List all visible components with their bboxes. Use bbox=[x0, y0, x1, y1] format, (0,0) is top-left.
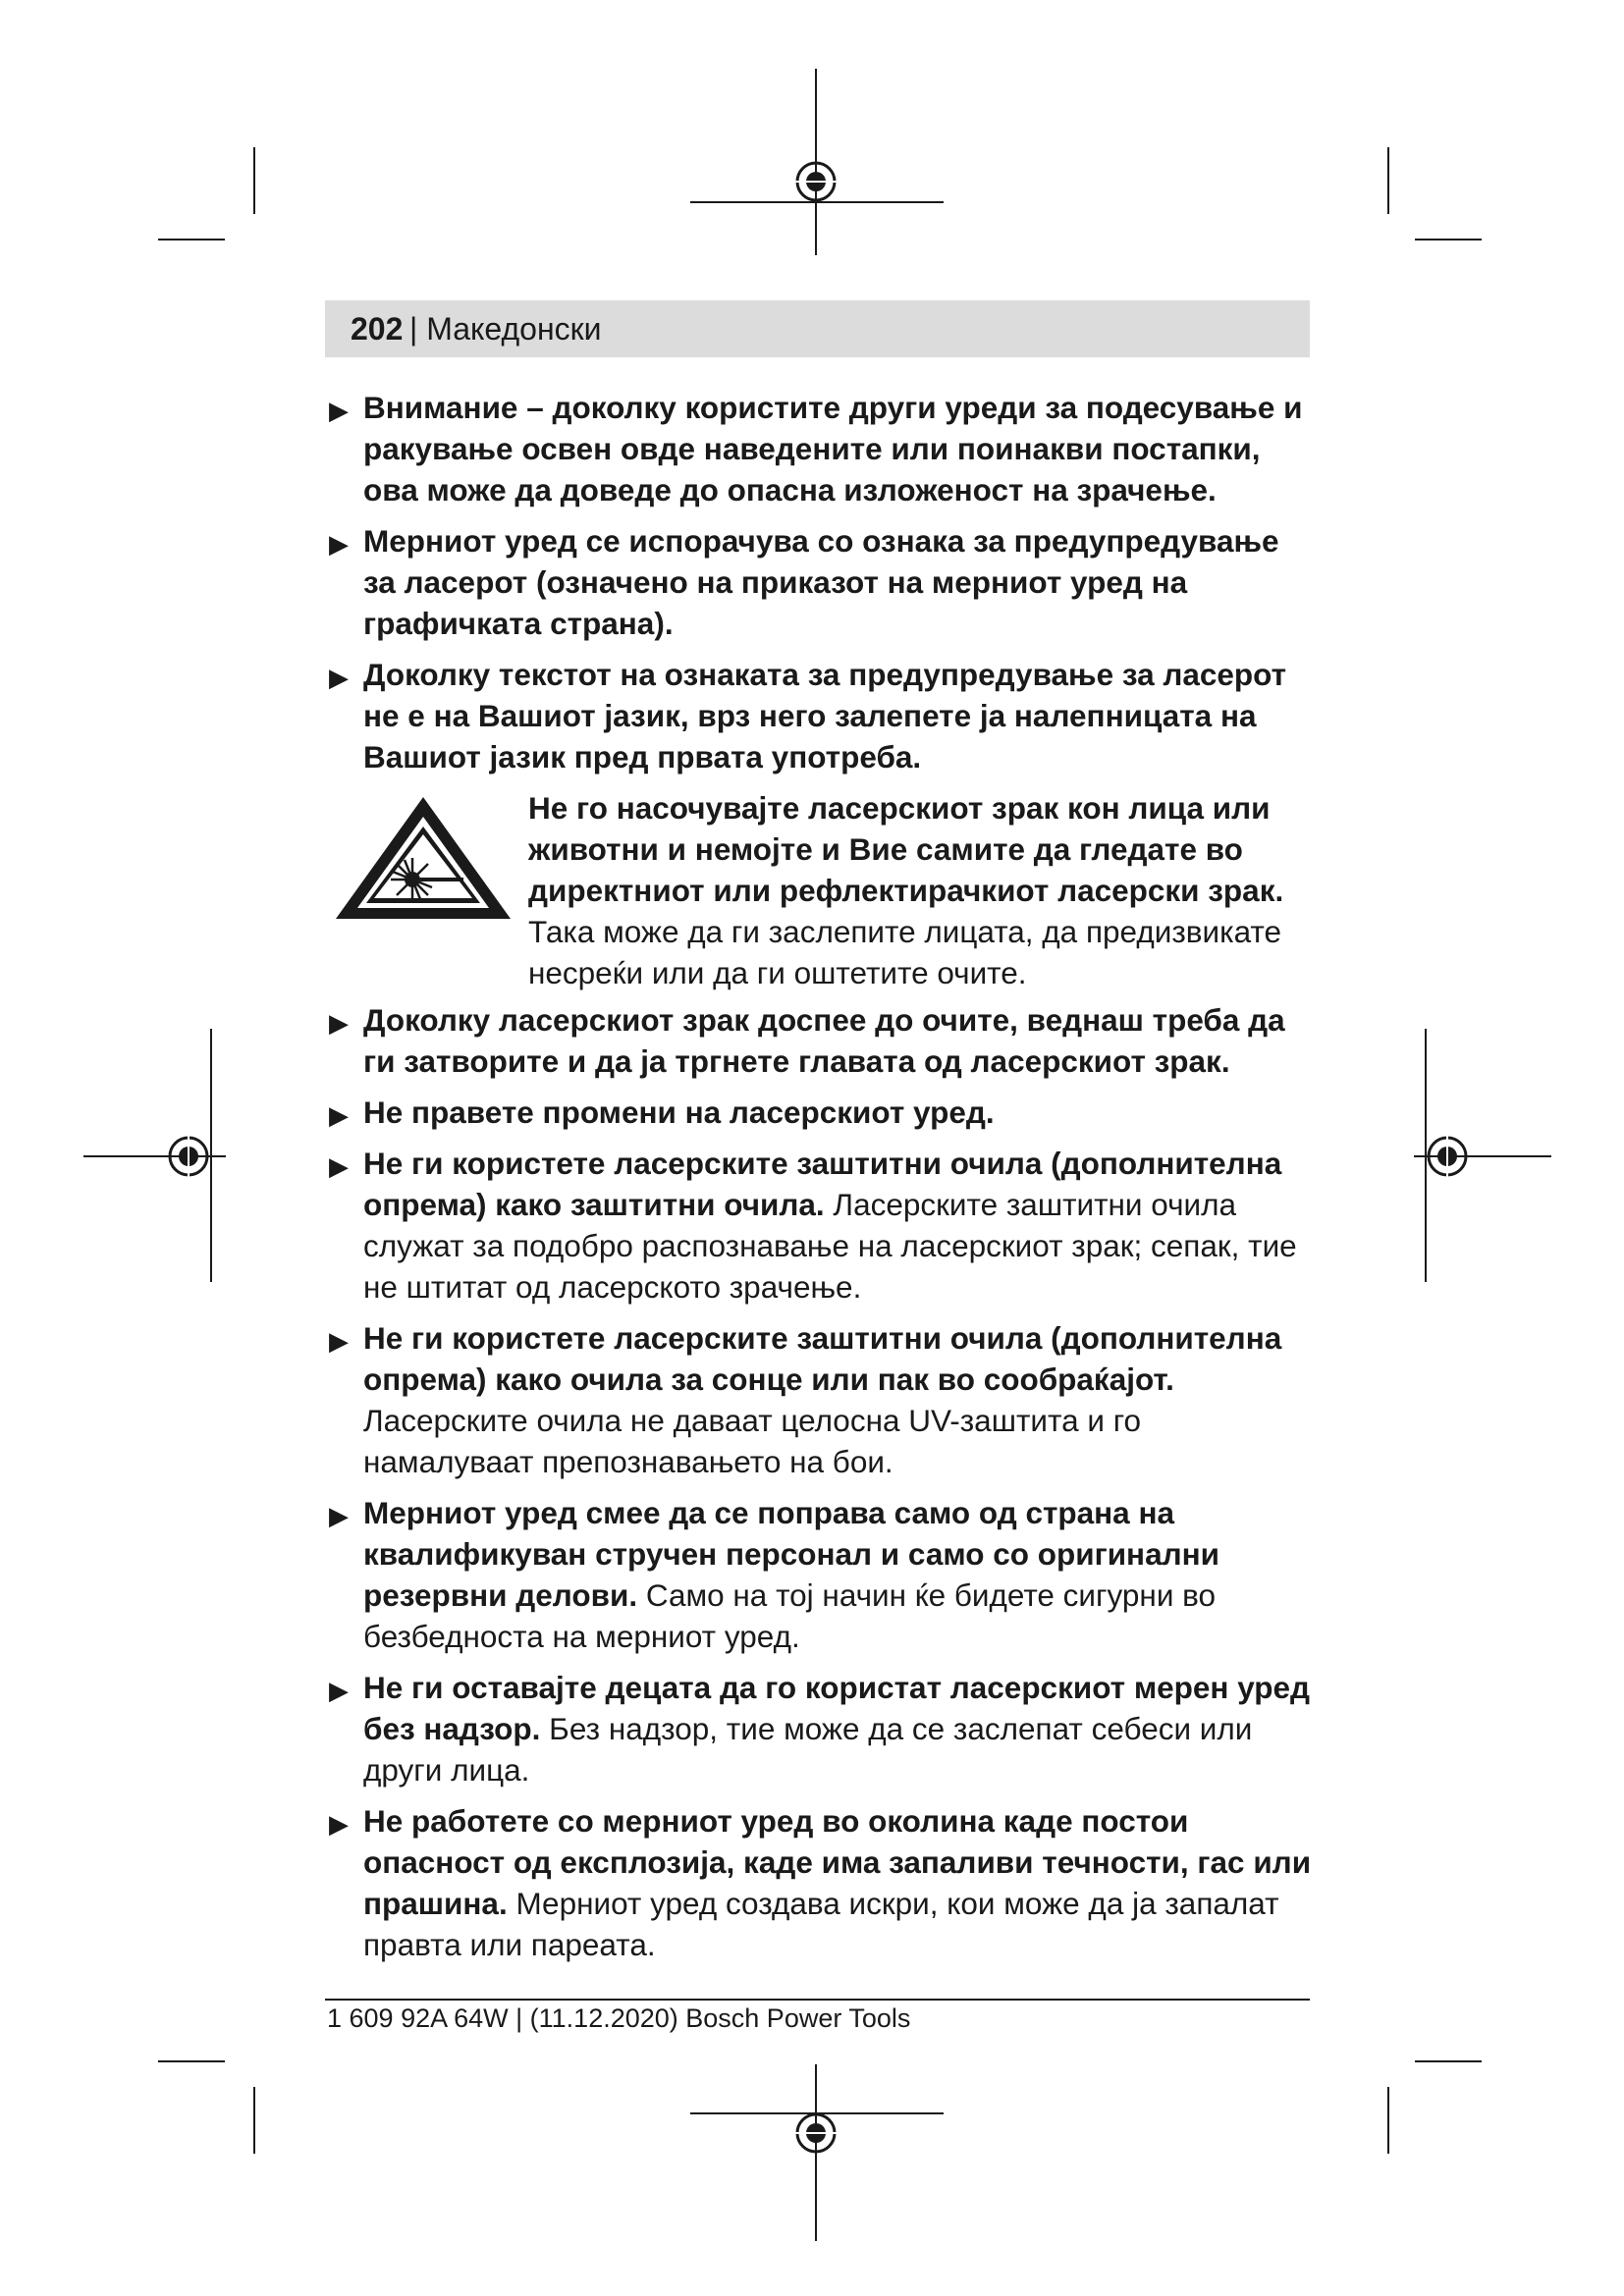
item-bold-text: Не правете промени на ласерскиот уред. bbox=[363, 1095, 995, 1130]
item-bold-text: Мерниот уред смее да се поправа само од страна на квалификуван стручен персонал и само со оригинални резервни делови. bbox=[363, 1495, 1220, 1613]
safety-list-item bbox=[325, 520, 1319, 644]
item-bold-text: Не ги оставајте децата да го користат ласерскиот мерен уред без надзор. bbox=[363, 1670, 1311, 1746]
bullet-arrow-icon: ▶ bbox=[329, 529, 349, 559]
crop-mark bbox=[158, 239, 225, 240]
laser-warning-block bbox=[325, 787, 1319, 991]
safety-list-item bbox=[325, 1667, 1319, 1790]
bullet-arrow-icon: ▶ bbox=[329, 396, 349, 425]
bullet-arrow-icon: ▶ bbox=[329, 1501, 349, 1530]
item-normal-text: Ласерските очила не даваат целосна UV-заштита и го намалуваат препознавањето на бои. bbox=[363, 1403, 1142, 1479]
crop-mark bbox=[158, 2060, 225, 2062]
item-normal-text: Само на тој начин ќе бидете сигурни во безбедноста на мерниот уред. bbox=[363, 1577, 1217, 1654]
bullet-arrow-icon: ▶ bbox=[329, 1151, 349, 1181]
crop-mark bbox=[1415, 2060, 1482, 2062]
item-bold-text: Не ги користете ласерските заштитни очила (дополнителна опрема) како заштитни очила. bbox=[363, 1146, 1282, 1222]
item-bold-text: Доколку ласерскиот зрак доспее до очите, веднаш треба да ги затворите и да ја тргнете главата од ласерскиот зрак. bbox=[363, 1002, 1285, 1079]
bullet-arrow-icon: ▶ bbox=[329, 663, 349, 692]
item-normal-text: Без надзор, тие може да се заслепат себеси или други лица. bbox=[363, 1711, 1253, 1788]
bullet-arrow-icon: ▶ bbox=[329, 1676, 349, 1705]
page-content bbox=[325, 387, 1319, 1975]
bullet-arrow-icon: ▶ bbox=[329, 1100, 349, 1130]
page-footer: 1 609 92A 64W | (11.12.2020) Bosch Power Tools bbox=[327, 2003, 911, 2033]
footer-rule bbox=[325, 1999, 1310, 2001]
section-language: | Македонски bbox=[409, 311, 602, 347]
safety-list-item bbox=[325, 1143, 1319, 1308]
item-normal-text: Ласерските заштитни очила служат за подобро распознавање на ласерскиот зрак; сепак, тие не штитат од ласерското зрачење. bbox=[363, 1187, 1297, 1305]
registration-target-icon bbox=[1426, 1135, 1469, 1178]
item-bold-text: Мерниот уред се испорачува со ознака за предупредување за ласерот (означено на приказот на мерниот уред на графичката страна). bbox=[363, 523, 1279, 641]
registration-target-icon bbox=[167, 1135, 210, 1178]
crop-mark bbox=[1415, 239, 1482, 240]
page-number: 202 bbox=[351, 311, 404, 347]
crop-mark bbox=[253, 2087, 255, 2154]
crop-mark bbox=[1387, 147, 1389, 214]
safety-list-item bbox=[325, 654, 1319, 777]
bullet-arrow-icon: ▶ bbox=[329, 1008, 349, 1038]
item-bold-text: Не работете со мерниот уред во околина каде постои опасност од експлозија, каде има запаливи течности, гас или прашина. bbox=[363, 1803, 1312, 1921]
crop-mark bbox=[1387, 2087, 1389, 2154]
registration-target-icon bbox=[794, 2111, 838, 2155]
warning-normal-text: Така може да ги заслепите лицата, да предизвикате несреќи или да ги оштетите очите. bbox=[528, 914, 1281, 990]
safety-list-top bbox=[325, 387, 1319, 777]
item-bold-text: Не ги користете ласерските заштитни очила (дополнителна опрема) како очила за сонце или пак во сообраќајот. bbox=[363, 1320, 1282, 1397]
safety-list-item bbox=[325, 1317, 1319, 1482]
item-bold-text: Доколку текстот на ознаката за предупредување за ласерот не е на Вашиот јазик, врз него залепете ја налепницата на Вашиот јазик пред првата употреба. bbox=[363, 657, 1287, 774]
laser-warning-triangle-icon bbox=[332, 793, 514, 923]
bullet-arrow-icon: ▶ bbox=[329, 1326, 349, 1356]
item-bold-text: Внимание – доколку користите други уреди за подесување и ракување освен овде наведените или поинакви постапки, ова може да доведе до опасна изложеност на зрачење. bbox=[363, 390, 1303, 507]
page-header bbox=[325, 300, 1310, 357]
crop-mark bbox=[253, 147, 255, 214]
warning-bold-text: Не го насочувајте ласерскиот зрак кон лица или животни и немојте и Вие самите да гледате во директниот или рефлектирачкиот ласерски зрак. bbox=[528, 790, 1284, 908]
safety-list-bottom bbox=[325, 999, 1319, 1965]
safety-list-item bbox=[325, 1800, 1319, 1965]
safety-list-item bbox=[325, 387, 1319, 510]
laser-warning-text bbox=[528, 787, 1314, 993]
bullet-arrow-icon: ▶ bbox=[329, 1809, 349, 1839]
registration-target-icon bbox=[794, 160, 838, 203]
safety-list-item bbox=[325, 1492, 1319, 1657]
item-normal-text: Мерниот уред создава искри, кои може да ја запалат правта или пареата. bbox=[363, 1886, 1279, 1962]
registration-line bbox=[210, 1029, 212, 1282]
safety-list-item bbox=[325, 999, 1319, 1082]
safety-list-item bbox=[325, 1092, 1319, 1133]
